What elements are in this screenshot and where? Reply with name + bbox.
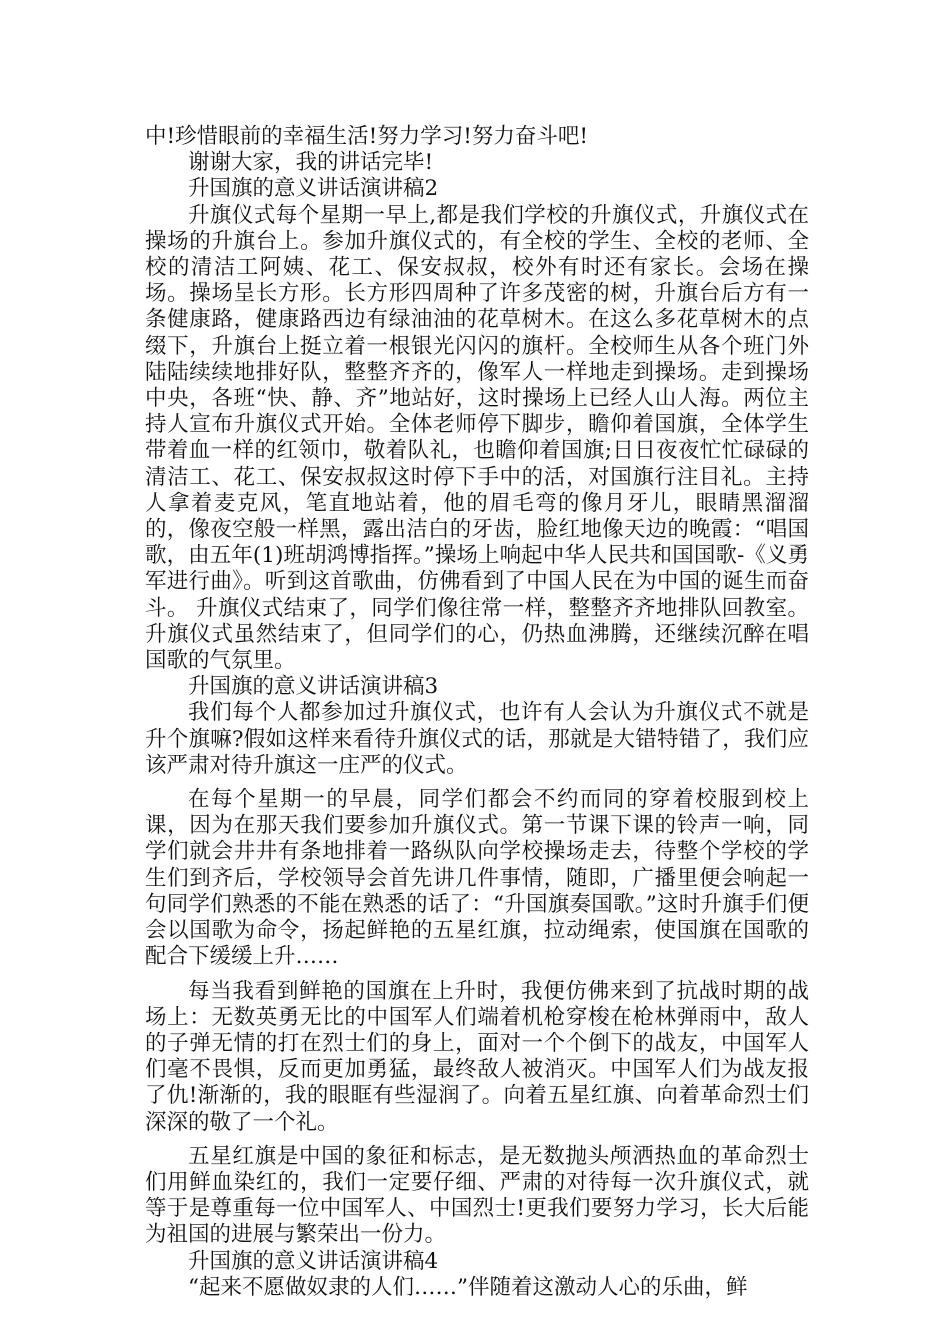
section-heading-4: 升国旗的意义讲话演讲稿4 [188, 1248, 439, 1274]
paragraph-speech-3-flag-symbol: 五星红旗是中国的象征和标志，是无数抛头颅洒热血的革命烈士们用鲜血染红的，我们一定要仔细、严肃的对待每一次升旗仪式，就等于是尊重每一位中国军人、中国烈士!更我们要努力学习，长大后能为祖国的进展与繁荣出一份力。 [145, 1143, 809, 1248]
paragraph-closing-line: 中!珍惜眼前的幸福生活!努力学习!努力奋斗吧! [145, 124, 589, 149]
paragraph-speech-4-opening: “起来不愿做奴隶的人们……”伴随着这激动人心的乐曲，鲜 [188, 1274, 748, 1300]
paragraph-speech-3-monday: 在每个星期一的早晨，同学们都会不约而同的穿着校服到校上课，因为在那天我们要参加升旗仪式。第一节课下课的铃声一响，同学们就会井井有条地排着一路纵队向学校操场走去，待整个学校的学生们到齐后，学校领导会首先讲几件事情，随即，广播里便会响起一句同学们熟悉的不能在熟悉的话了：“升国旗奏国歌。”这时升旗手们便会以国歌为命令，扬起鲜艳的五星红旗，拉动绳索，使国旗在国歌的配合下缓缓上升…… [145, 787, 809, 970]
paragraph-speech-2: 升旗仪式每个星期一早上,都是我们学校的升旗仪式，升旗仪式在操场的升旗台上。参加升旗仪式的，有全校的学生、全校的老师、全校的清洁工阿姨、花工、保安叔叔，校外有时还有家长。会场在操场。操场呈长方形。长方形四周种了许多茂密的树，升旗台后方有一条健康路，健康路西边有绿油油的花草树木。在这么多花草树木的点缀下，升旗台上挺立着一根银光闪闪的旗杆。全校师生从各个班门外陆陆续续地排好队，整整齐齐的，像军人一样地走到操场。走到操场中央，各班“快、静、齐”地站好，这时操场上已经人山人海。两位主持人宣布升旗仪式开始。全体老师停下脚步，瞻仰着国旗，全体学生带着血一样的红领巾，敬着队礼，也瞻仰着国旗;日日夜夜忙忙碌碌的清洁工、花工、保安叔叔这时停下手中的活，对国旗行注目礼。主持人拿着麦克风，笔直地站着，他的眉毛弯的像月牙儿，眼睛黑溜溜的，像夜空般一样黑，露出洁白的牙齿，脸红地像天边的晚霞：“唱国歌，由五年(1)班胡鸿博指挥。”操场上响起中华人民共和国国歌-《义勇军进行曲》。听到这首歌曲，仿佛看到了中国人民在为中国的诞生而奋斗。 升旗仪式结束了，同学们像往常一样，整整齐齐地排队回教室。升旗仪式虽然结束了，但同学们的心，仍热血沸腾，还继续沉醉在唱国歌的气氛里。 [145, 202, 809, 674]
paragraph-speech-3-battlefield: 每当我看到鲜艳的国旗在上升时，我便仿佛来到了抗战时期的战场上：无数英勇无比的中国军人们端着机枪穿梭在枪林弹雨中，敌人的子弹无情的打在烈士们的身上，面对一个个倒下的战友，中国军人们毫不畏惧，反而更加勇猛，最终敌人被消灭。中国军人们为战友报了仇!渐渐的，我的眼眶有些湿润了。向着五星红旗、向着革命烈士们深深的敬了一个礼。 [145, 978, 809, 1135]
paragraph-speech-3-intro: 我们每个人都参加过升旗仪式，也许有人会认为升旗仪式不就是升个旗嘛?假如这样来看待升旗仪式的话，那就是大错特错了，我们应该严肃对待升旗这一庄严的仪式。 [145, 700, 809, 778]
document-page [145, 124, 809, 1301]
section-heading-3: 升国旗的意义讲话演讲稿3 [188, 674, 439, 700]
paragraph-thanks: 谢谢大家，我的讲话完毕! [188, 150, 434, 176]
section-heading-2: 升国旗的意义讲话演讲稿2 [188, 176, 439, 202]
